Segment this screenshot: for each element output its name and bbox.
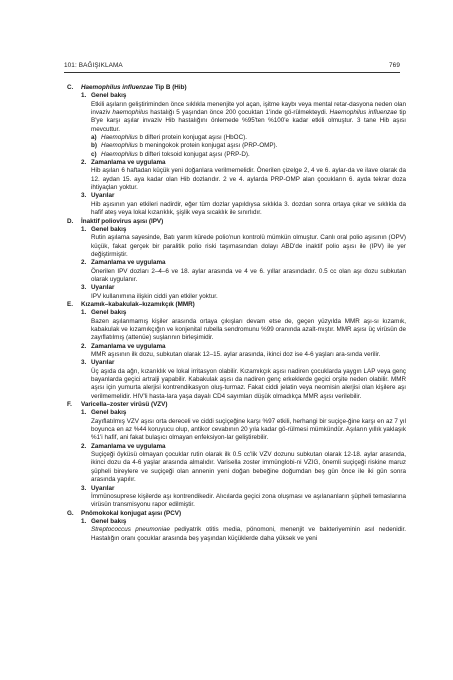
paragraph: Suçiçeği öyküsü olmayan çocuklar rutin olarak ilk 0.5 cc'lik VZV dozunu subkutan olarak 12-18. aylar arasında, ikinci dozu da 4-6 yaşlar arasında almalıdır. Varisella zoster immünglobi-ni VZIG, önemli suçiçeği riskine maruz şüpheli bireylere ve suçiçeği olan annenin yeni doğan bebeğine doğumdan beş gün önce ile iki gün sonra arasında yapılır. [91, 451, 406, 484]
paragraph: İmmünosuprese kişilerde aşı kontrendikedir. Alıcılarda geçici zona oluşması ve aşılananların şüpheli temaslarına virüsün transmisyonu rapor edilmiştir. [91, 492, 406, 509]
section-title-italic: Haemophilus influenzae [81, 84, 154, 91]
subsection-body [91, 351, 406, 359]
section-title-text: Tip B (Hib) [153, 84, 187, 91]
subsection-title [81, 259, 406, 267]
section-title [67, 218, 406, 226]
subsection-number: 2. [81, 159, 87, 167]
italic-term: Haemophilus influenzae [329, 109, 398, 117]
list-item-text: Haemophilus b difteri toksoid konjugat aşısı (PRP-D). [101, 150, 250, 158]
subsection-body [91, 451, 406, 484]
subsection-number: 1. [81, 409, 87, 417]
paragraph: Streptococcus pneumoniae pediyatrik otitis media, pönomoni, menenjit ve bakteriyeminin asıl nedenidir. Hastalığın oranı çocuklar arasında beş yaşından küçüklerde daha yüksek ve yeni [91, 526, 406, 542]
subsection [81, 518, 406, 543]
paragraph: MMR aşısının ilk dozu, subkutan olarak 12–15. aylar arasında, ikinci doz ise 4-6 yaşları ara-sında verilir. [91, 351, 381, 358]
list-item [91, 134, 406, 142]
subsection-title [81, 518, 406, 526]
subsection-title-text: Zamanlama ve uygulama [91, 342, 166, 350]
subsection [81, 359, 406, 401]
subsection-body [91, 234, 406, 259]
subsection-body [91, 293, 406, 301]
subsection-number: 3. [81, 484, 87, 492]
subsection-title-text: Zamanlama ve uygulama [91, 159, 166, 167]
list-item [91, 151, 406, 159]
list-item-text: Haemophilus b difteri protein konjugat aşısı (HbOC). [101, 134, 247, 142]
subsection-title-text: Genel bakış [91, 517, 127, 525]
section-label: G. [67, 509, 74, 517]
section [67, 510, 406, 543]
paragraph: Hib aşısının yan etkileri nadirdir, eğer tüm dozlar yapıldıysa sıklıkla 3. dozdan sonra ortaya çıkar ve sıklıkla da hafif ateş veya lokal kızarıklık, şişlik veya sıcaklık ile sınırlıdır. [91, 200, 406, 217]
subsection-number: 1. [81, 517, 87, 525]
subsection [81, 92, 406, 159]
section [67, 218, 406, 301]
subsection-title [81, 359, 406, 367]
subsection-title-text: Genel bakış [91, 409, 127, 417]
section [67, 301, 406, 401]
subsection-title [81, 226, 406, 234]
section-title-text: Pnömokokal konjugat aşısı (PCV) [81, 509, 182, 517]
subsection [81, 443, 406, 485]
subsection [81, 226, 406, 259]
subsection-body [91, 167, 406, 192]
subsection-title [81, 485, 406, 493]
subsection [81, 192, 406, 217]
subsection-number: 1. [81, 92, 87, 100]
subsection-body [91, 101, 406, 159]
italic-term: Haemophilus [101, 142, 138, 150]
section-title [67, 84, 406, 92]
subsection-title-text: Genel bakış [91, 92, 127, 100]
subsection-body [91, 318, 406, 343]
subsection [81, 409, 406, 442]
italic-term: Haemophilus [101, 150, 138, 158]
section-label: E. [67, 300, 73, 308]
subsection [81, 343, 406, 360]
subsection-body [91, 493, 406, 510]
list-item-label: a) [91, 134, 97, 142]
subsection-number: 3. [81, 359, 87, 367]
subsection-title-text: Uyarılar [91, 284, 115, 292]
section-title-text: Kızamık–kabakulak–kızamıkçık (MMR) [81, 300, 195, 308]
subsection-number: 3. [81, 284, 87, 292]
subsection-number: 3. [81, 192, 87, 200]
subsection-title [81, 192, 406, 200]
subsection [81, 309, 406, 342]
subsection-number: 2. [81, 259, 87, 267]
page-body [67, 84, 406, 543]
subsection-body [91, 268, 406, 285]
section [67, 401, 406, 509]
subsection-title-text: Uyarılar [91, 484, 115, 492]
subsection-body [91, 201, 406, 218]
running-header [64, 61, 400, 73]
subsection-title-text: Zamanlama ve uygulama [91, 442, 166, 450]
list-item-label: c) [91, 150, 97, 158]
subsection-title [81, 409, 406, 417]
section-label: D. [67, 217, 74, 225]
subsection-title-text: Uyarılar [91, 192, 115, 200]
subsection-title [81, 92, 406, 100]
paragraph: Etkili aşıların geliştiriminden önce sıklıkla menenjite yol açan, işitme kaybı veya mental retar-dasyona neden olan invaziv haemophilus hastalığı 5 yaşından önce 200 çocuktan 1'inde gö-rülmekteydi. Haemophilus influenzae tip B'ye karşı aşılar invaziv Hib hastalığını önlemede %95'ten %100'e kadar etkili olmuştur. 3 tane Hib aşısı mevcuttur. [91, 100, 406, 133]
chapter-title: 101: BAĞIŞIKLAMA [64, 62, 123, 69]
subsection-title [81, 284, 406, 292]
subsection-title-text: Zamanlama ve uygulama [91, 259, 166, 267]
section [67, 84, 406, 218]
section-title [67, 401, 406, 409]
subsection [81, 259, 406, 284]
subsection-number: 2. [81, 442, 87, 450]
section-title [67, 510, 406, 518]
list-item-label: b) [91, 142, 97, 150]
subsection [81, 159, 406, 192]
paragraph: Üç aşıda da ağrı, kızarıklık ve lokal irritasyon olabilir. Kızamıkçık aşısı nadiren çocuklarda yaygın LAP veya genç bayanlarda geçici artralji yapabilir. Kabakulak aşısı da nadiren genç erkeklerde geçici orşite neden olabilir. MMR aşısı için yumurta alerjisi kontrendikasyon oluş-turmaz. Fakat ciddi jelatin veya neomisin alerjisi olan kişilere aşı verilmemelidir. HIV'li hasta-lara yaşa dayalı CD4 sayımları düşük olmadıkça MMR aşısı verilebilir. [91, 367, 406, 400]
paragraph: Hib aşıları 6 haftadan küçük yeni doğanlara verilmemelidir. Önerilen çizelge 2, 4 ve 6. aylar-da ve ilave olarak da 12. aydan 15. aya kadar olan Hib dozlarıdır. 2 ve 4. aylarda PRP-OMP alan çocukların 6. ayda tekrar doza ihtiyaçları yoktur. [91, 167, 406, 192]
section-title [67, 301, 406, 309]
subsection-body [91, 368, 406, 401]
paragraph: Zayıflatılmış VZV aşısı orta dereceli ve ciddi suçiçeğine karşı %97 etkili, herhangi bir suçiçe-ğine karşı en az 7 yıl boyunca en az %44 koruyucu olup, antikor cevabının 20 yıla kadar gö-rülmesi mümkündür. Aşıların yıllık yaklaşık %1'i hafif, ani fakat bulaşıcı olmayan enfeksiyon-lar geliştirebilir. [91, 417, 406, 442]
italic-term: Streptococcus pneumoniae [91, 526, 170, 534]
subsection [81, 284, 406, 301]
paragraph: Önerilen IPV dozları 2–4–6 ve 18. aylar arasında ve 4 ve 6. yıllar arasındadır. 0.5 cc olan aşı dozu subkutan olarak uygulanır. [91, 267, 406, 283]
subsection-body [91, 418, 406, 443]
subsection-title [81, 343, 406, 351]
section-title-text: Varicella–zoster virüsü (VZV) [81, 401, 168, 409]
subsection-title-text: Genel bakış [91, 225, 127, 233]
subsection-title-text: Uyarılar [91, 359, 115, 367]
paragraph: Rutin aşılama sayesinde, Batı yarım kürede polio'nun kontrolü mümkün olmuştur. Canlı oral polio aşısının (OPV) küçük, fakat gerçek bir paralitik polio riski taşımasından dolayı ABD'de inaktif polio aşısı ile (IPV) ile yer değiştirmiştir. [91, 234, 406, 258]
subsection-body [91, 526, 406, 543]
page-number: 769 [389, 62, 400, 69]
subsection-number: 1. [81, 309, 87, 317]
paragraph: Bazen aşılanmamış kişiler arasında ortaya çıkışları devam etse de, geçen yüzyılda MMR aşı-sı kızamık, kabakulak ve kızamıkçığın ve konjenital rubella sendromunu %99 oranında azalt-mıştır. MMR aşısı üç virüsün de zayıflatılmış (attenüe) suşlarının birleşimidir. [91, 317, 406, 342]
subsection-number: 1. [81, 225, 87, 233]
subsection [81, 485, 406, 510]
section-label: C. [67, 84, 74, 91]
subsection-title [81, 309, 406, 317]
list-item [91, 142, 406, 150]
section-label: F. [67, 401, 72, 409]
subsection-title-text: Genel bakış [91, 309, 127, 317]
section-title-text: İnaktif poliovirus aşısı (IPV) [81, 217, 164, 225]
subsection-title [81, 443, 406, 451]
subsection-number: 2. [81, 342, 87, 350]
italic-term: haemophilus [112, 109, 149, 117]
list-item-text: Haemophilus b meningokok protein konjugat aşısı (PRP-OMP). [101, 142, 278, 150]
italic-term: Haemophilus [101, 134, 138, 142]
paragraph: IPV kullanımına ilişkin ciddi yan etkiler yoktur. [91, 292, 218, 300]
